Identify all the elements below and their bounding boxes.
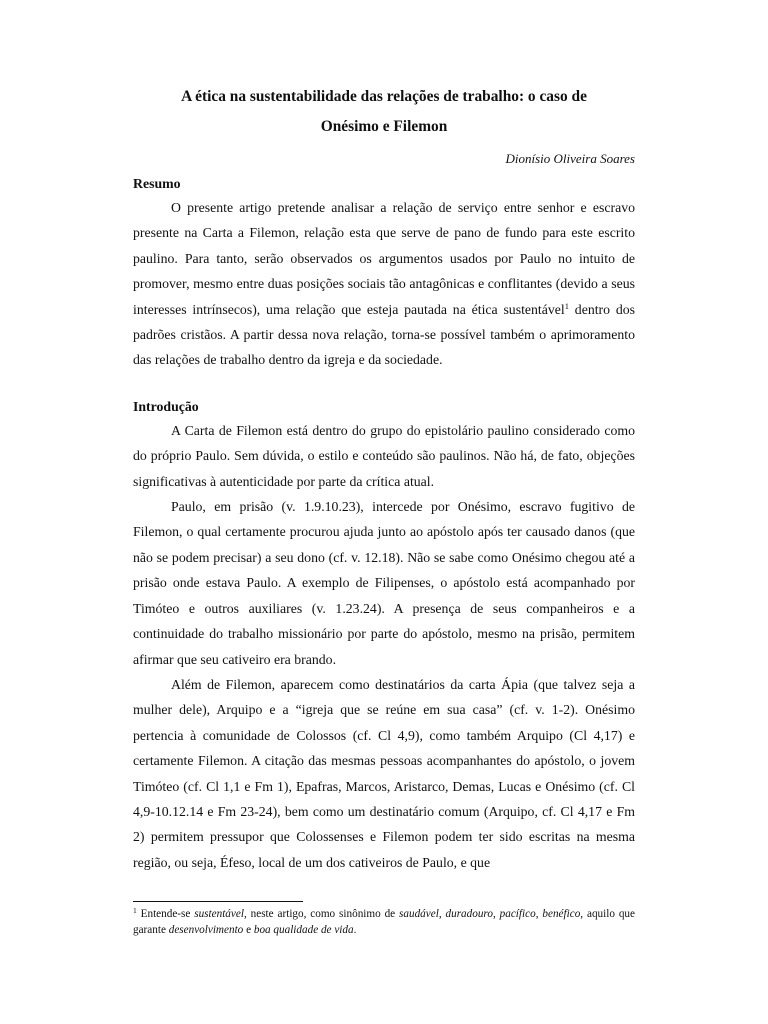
footnote (133, 906, 635, 938)
footnote-text: , neste artigo, como sinônimo de (243, 908, 400, 920)
footnote-marker: 1 (133, 906, 137, 915)
introducao-heading: Introdução (133, 398, 199, 414)
footnote-text: Entende-se (136, 908, 195, 920)
document-page (133, 82, 635, 875)
footnote-text: , (535, 908, 543, 920)
title-line-1: A ética na sustentabilidade das relações de trabalho: o caso de (181, 88, 587, 105)
resumo-heading: Resumo (133, 176, 181, 191)
resumo-paragraph (133, 195, 635, 373)
footnote-text: . (353, 924, 357, 936)
introducao-paragraph-2: Paulo, em prisão (v. 1.9.10.23), intercede por Onésimo, escravo fugitivo de Filemon, o qual certamente procurou ajuda junto ao apóstolo após ter causado danos (que não se podem precisar) a seu dono (cf. v. 12.18). Não se sabe como Onésimo chegou até a prisão onde estava Paulo. A exemplo de Filipenses, o apóstolo está acompanhado por Timóteo e outros auxiliares (v. 1.23.24). A presença de seus companheiros e a continuidade do trabalho missionário por parte do apóstolo, mesmo na prisão, permitem afirmar que seu cativeiro era brando. (133, 499, 635, 667)
footnote-term: sustentável (194, 908, 244, 920)
resumo-text-part-2: dentro dos padrões cristãos. A partir dessa nova relação, torna-se possível também o aprimoramento das relações de trabalho dentro da igreja e da sociedade. (133, 301, 635, 368)
introducao-paragraph-1: A Carta de Filemon está dentro do grupo do epistolário paulino considerado como do próprio Paulo. Sem dúvida, o estilo e conteúdo são paulinos. Não há, de fato, objeções significativas à autenticidade por parte da crítica atual. (133, 422, 635, 489)
resumo-text-part-1: O presente artigo pretende analisar a relação de serviço entre senhor e escravo presente na Carta a Filemon, relação esta que serve de pano de fundo para este escrito paulino. Para tanto, serão observados os argumentos usados por Paulo no intuito de promover, mesmo entre duas posições sociais tão antagônicas e conflitantes (devido a seus interesses intrínsecos), uma relação que esteja pautada na ética sustentável (133, 200, 635, 317)
footnote-text: e (243, 924, 254, 936)
footnote-text: , (438, 908, 446, 920)
footnote-term: duradouro (445, 908, 493, 920)
footnote-term: benéfico (542, 908, 581, 920)
document-title (133, 82, 635, 142)
author-name: Dionísio Oliveira Soares (505, 151, 635, 166)
footnote-term: boa qualidade de vida (253, 924, 354, 936)
footnote-term: desenvolvimento (168, 924, 244, 936)
introducao-paragraph-3: Além de Filemon, aparecem como destinatários da carta Ápia (que talvez seja a mulher dele), Arquipo e a “igreja que se reúne em sua casa” (cf. v. 1-2). Onésimo pertencia à comunidade de Colossos (cf. Cl 4,9), como também Arquipo (Cl 4,17) e certamente Filemon. A citação das mesmas pessoas acompanhantes do apóstolo, o jovem Timóteo (cf. Cl 1,1 e Fm 1), Epafras, Marcos, Aristarco, Demas, Lucas e Onésimo (cf. Cl 4,9-10.12.14 e Fm 23-24), bem como um destinatário comum (Arquipo, cf. Cl 4,17 e Fm 2) permitem pressupor que Colossenses e Filemon podem ter sido escritas na mesma região, ou seja, Éfeso, local de um dos cativeiros de Paulo, e que (133, 676, 635, 870)
footnote-text: , aquilo que garante (133, 908, 635, 936)
footnote-reference[interactable]: 1 (564, 300, 569, 311)
footnote-divider (133, 901, 303, 902)
footnote-text: , (492, 908, 500, 920)
title-line-2: Onésimo e Filemon (320, 118, 448, 135)
footnote-term: pacífico (499, 908, 536, 920)
footnote-term: saudável (399, 908, 439, 920)
